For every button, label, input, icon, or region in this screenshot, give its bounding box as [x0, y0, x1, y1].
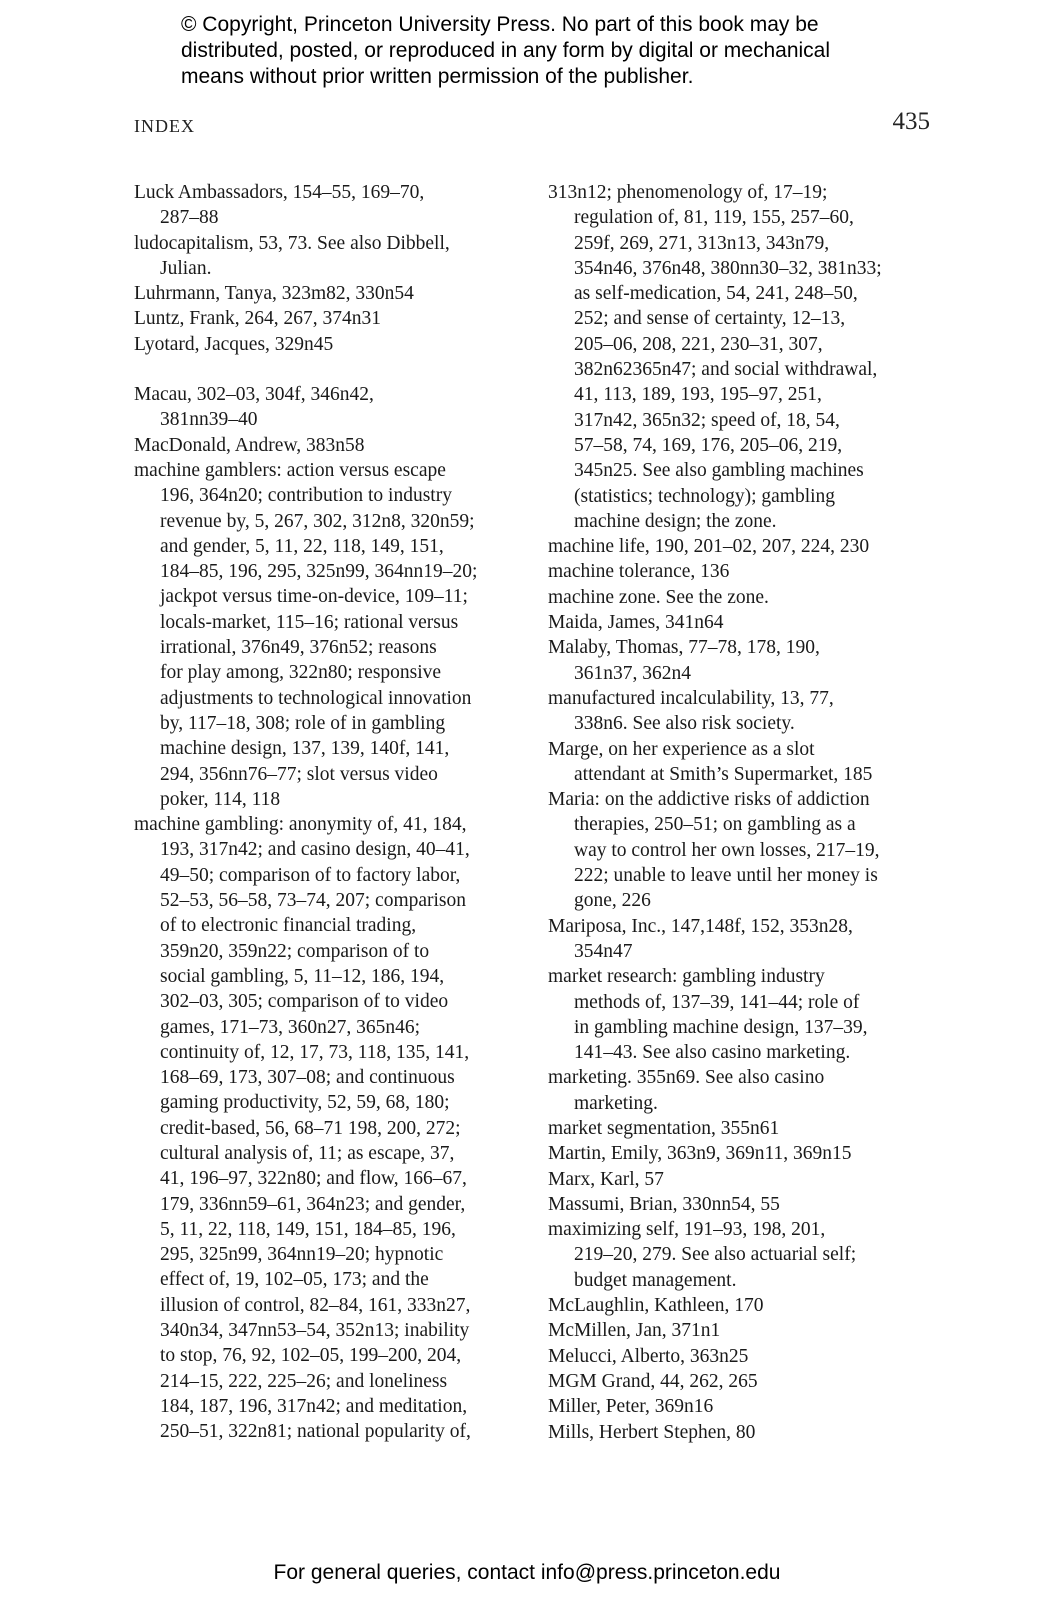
index-entry: Mills, Herbert Stephen, 80 — [548, 1421, 756, 1443]
copyright-line: distributed, posted, or reproduced in any form by digital or mechanical — [181, 39, 831, 62]
index-entry: Marge, on her experience as a slot attendant at Smith’s Supermarket, 185 — [548, 738, 873, 785]
contact-line: For general queries, contact info@press.princeton.edu — [273, 1561, 781, 1584]
letter-group-gap — [134, 357, 529, 382]
index-entry: Melucci, Alberto, 363n25 — [548, 1345, 749, 1367]
index-entry: Luck Ambassadors, 154–55, 169–70, 287–88 — [134, 182, 425, 229]
index-entry: Mariposa, Inc., 147,148f, 152, 353n28, 354n47 — [548, 915, 853, 962]
index-entry: Malaby, Thomas, 77–78, 178, 190, 361n37, 362n4 — [548, 637, 820, 684]
index-entry: Maida, James, 341n64 — [548, 612, 724, 634]
index-entry: Massumi, Brian, 330nn54, 55 — [548, 1193, 780, 1215]
index-entry: ludocapitalism, 53, 73. See also Dibbell, Julian. — [134, 232, 450, 279]
index-entry: 313n12; phenomenology of, 17–19; regulation of, 81, 119, 155, 257–60, 259f, 269, 271, 313n13, 343n79, 354n46, 376n48, 380nn30–32, 381n33; as self-medication, 54, 241, 248–50, 252; and sense of certainty, 12–13, 205–06, 208, 221, 230–31, 307, 382n62365n47; and social withdrawal, 41, 113, 189, 193, 195–97, 251, 317n42, 365n32; speed of, 18, 54, 57–58, 74, 169, 176, 205–06, 219, 345n25. See also gambling machines (statistics; technology); gambling machine design; the zone. — [548, 182, 882, 532]
index-entry: machine gamblers: action versus escape 196, 364n20; contribution to industry revenue by, 5, 267, 302, 312n8, 320n59; and gender, 5, 11, 22, 118, 149, 151, 184–85, 196, 295, 325n99, 364nn19–20; jackpot versus time-on-device, 109–11; locals-market, 115–16; rational versus irrational, 376n49, 376n52; reasons for play among, 322n80; responsive adjustments to technological innovation by, 117–18, 308; role of in gambling machine design, 137, 139, 140f, 141, 294, 356nn76–77; slot versus video poker, 114, 118 — [134, 459, 478, 810]
index-entry: Martin, Emily, 363n9, 369n11, 369n15 — [548, 1143, 852, 1165]
index-entry: market segmentation, 355n61 — [548, 1117, 780, 1139]
index-entry: machine zone. See the zone. — [548, 586, 769, 608]
index-entry: McMillen, Jan, 371n1 — [548, 1320, 721, 1342]
index-entry: machine life, 190, 201–02, 207, 224, 230 — [548, 536, 870, 558]
index-entry: MacDonald, Andrew, 383n58 — [134, 434, 365, 456]
page-number: 435 — [892, 108, 930, 135]
footer — [0, 1561, 1050, 1585]
index-entry: McLaughlin, Kathleen, 170 — [548, 1295, 764, 1317]
index-entry: MGM Grand, 44, 262, 265 — [548, 1370, 758, 1392]
index-entry: market research: gambling industry methods of, 137–39, 141–44; role of in gambling machine design, 137–39, 141–43. See also casino marketing. — [548, 966, 868, 1064]
index-entry: machine tolerance, 136 — [548, 561, 730, 583]
index-entry: Macau, 302–03, 304f, 346n42, 381nn39–40 — [134, 384, 374, 431]
index-entry: Miller, Peter, 369n16 — [548, 1396, 714, 1418]
index-entry: Lyotard, Jacques, 329n45 — [134, 333, 334, 355]
copyright-notice — [181, 12, 1001, 90]
index-column-left — [134, 180, 529, 1445]
running-head: INDEX — [134, 116, 195, 136]
index-entry: Luhrmann, Tanya, 323m82, 330n54 — [134, 283, 414, 305]
index-entry: Marx, Karl, 57 — [548, 1168, 664, 1190]
index-entry: machine gambling: anonymity of, 41, 184, 193, 317n42; and casino design, 40–41, 49–50; comparison of to factory labor, 52–53, 56–58, 73–74, 207; comparison of to electronic financial trading, 359n20, 359n22; comparison of to social gambling, 5, 11–12, 186, 194, 302–03, 305; comparison of to video games, 171–73, 360n27, 365n46; continuity of, 12, 17, 73, 118, 135, 141, 168–69, 173, 307–08; and continuous gaming productivity, 52, 59, 68, 180; credit-based, 56, 68–71 198, 200, 272; cultural analysis of, 11; as escape, 37, 41, 196–97, 322n80; and flow, 166–67, 179, 336nn59–61, 364n23; and gender, 5, 11, 22, 118, 149, 151, 184–85, 196, 295, 325n99, 364nn19–20; hypnotic effect of, 19, 102–05, 173; and the illusion of control, 82–84, 161, 333n27, 340n34, 347nn53–54, 352n13; inability to stop, 76, 92, 102–05, 199–200, 204, 214–15, 222, 225–26; and loneliness 184, 187, 196, 317n42; and meditation, 250–51, 322n81; national popularity of, — [134, 814, 471, 1443]
index-entry: Maria: on the addictive risks of addiction therapies, 250–51; on gambling as a way to control her own losses, 217–19, 222; unable to leave until her money is gone, 226 — [548, 789, 880, 912]
index-entry: Luntz, Frank, 264, 267, 374n31 — [134, 308, 381, 330]
index-entry: marketing. 355n69. See also casino marketing. — [548, 1067, 825, 1114]
copyright-line: means without prior written permission of the publisher. — [181, 65, 694, 88]
copyright-line: © Copyright, Princeton University Press. No part of this book may be — [181, 13, 819, 36]
index-entry: maximizing self, 191–93, 198, 201, 219–20, 279. See also actuarial self; budget management. — [548, 1219, 857, 1291]
index-column-right — [548, 180, 933, 1445]
index-entry: manufactured incalculability, 13, 77, 338n6. See also risk society. — [548, 687, 834, 735]
